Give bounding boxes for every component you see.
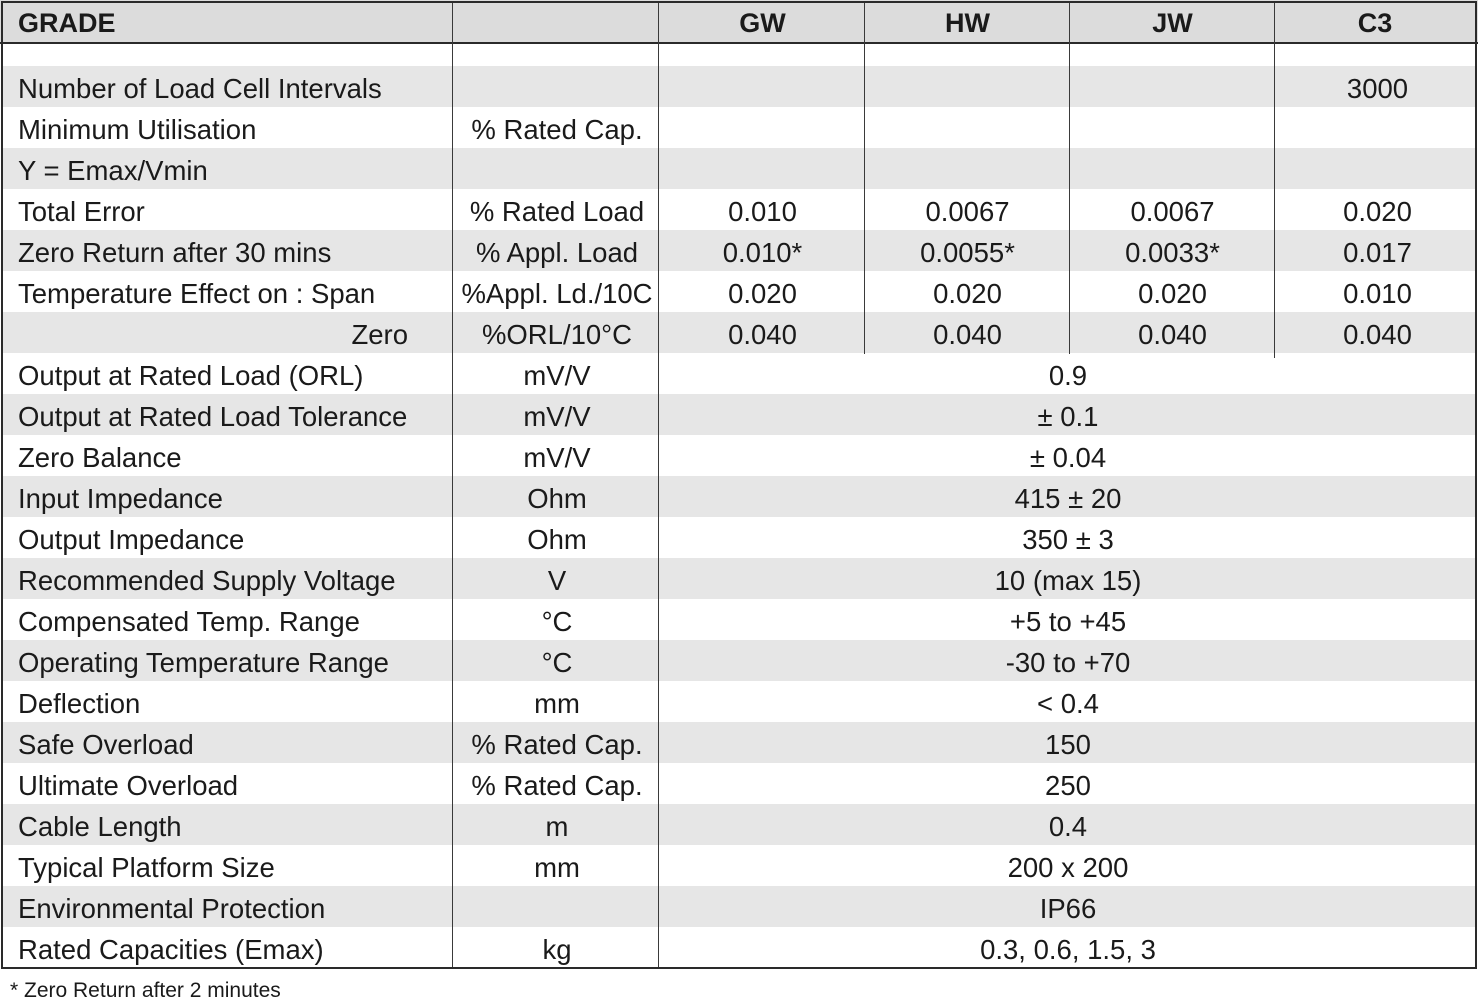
grade-value: 0.010: [728, 196, 797, 227]
row-label: Typical Platform Size: [18, 852, 275, 883]
row-value: 200 x 200: [1007, 852, 1129, 883]
row-value: 415 ± 20: [1014, 483, 1122, 514]
grade-value: [1070, 66, 1275, 107]
table-row: [2, 558, 1476, 599]
grade-value: 0.040: [933, 319, 1002, 350]
column-rule: [452, 2, 453, 969]
row-label: Zero Balance: [18, 442, 182, 473]
row-label: Operating Temperature Range: [18, 647, 389, 678]
row-label: Y = Emax/Vmin: [18, 155, 208, 186]
row-unit: V: [547, 565, 567, 596]
table-row: [2, 394, 1476, 435]
row-label: Output at Rated Load Tolerance: [18, 401, 408, 432]
row-unit: Ohm: [527, 483, 587, 514]
row-unit: °C: [541, 606, 573, 637]
table-row: [2, 312, 1476, 353]
grade-value: 0.0033*: [1125, 237, 1220, 268]
table-row: [2, 886, 1476, 927]
table-row: [2, 44, 1476, 66]
row-label: Compensated Temp. Range: [18, 606, 360, 637]
header-grade: GRADE: [18, 8, 116, 38]
table-row: [2, 804, 1476, 845]
grade-value: [660, 107, 865, 148]
row-label: Number of Load Cell Intervals: [18, 73, 382, 104]
header-col-jw: JW: [1152, 8, 1193, 38]
row-value: < 0.4: [1037, 688, 1099, 719]
grade-value: 3000: [1346, 73, 1409, 104]
table-row: [2, 763, 1476, 804]
grade-value: 0.0055*: [920, 237, 1015, 268]
grade-value: 0.010*: [722, 237, 803, 268]
row-value: 250: [1045, 770, 1091, 801]
table-row: [2, 681, 1476, 722]
header-unit: [452, 0, 658, 44]
table-row: [2, 271, 1476, 312]
row-unit: mV/V: [523, 401, 591, 432]
table-row: [2, 189, 1476, 230]
row-unit: %Appl. Ld./10C: [461, 278, 653, 309]
row-unit: % Rated Cap.: [471, 114, 643, 145]
row-label: Output Impedance: [18, 524, 245, 555]
row-label: Deflection: [18, 688, 141, 719]
row-value: 0.9: [1048, 360, 1088, 391]
row-unit: m: [545, 811, 569, 842]
row-unit: [454, 886, 660, 927]
row-value: +5 to +45: [1009, 606, 1127, 637]
table-row: [2, 230, 1476, 271]
grade-value: 0.0067: [925, 196, 1010, 227]
row-unit: % Rated Cap.: [471, 729, 643, 760]
row-label: Zero: [351, 319, 408, 350]
grade-value: [865, 66, 1070, 107]
table-row: [2, 599, 1476, 640]
row-label: Output at Rated Load (ORL): [18, 360, 364, 391]
row-value: 10 (max 15): [994, 565, 1142, 596]
table-row: [2, 927, 1476, 968]
row-value: ± 0.1: [1037, 401, 1099, 432]
row-unit: % Rated Cap.: [471, 770, 643, 801]
table-row: [2, 476, 1476, 517]
row-unit: % Appl. Load: [475, 237, 639, 268]
row-unit: mV/V: [523, 442, 591, 473]
row-unit: % Rated Load: [469, 196, 645, 227]
row-unit: [454, 66, 660, 107]
table-row: [2, 353, 1476, 394]
footnote: * Zero Return after 2 minutes: [10, 979, 281, 1002]
row-label: Temperature Effect on : Span: [18, 278, 376, 309]
grade-value: 0.040: [728, 319, 797, 350]
grade-value: [1070, 148, 1275, 189]
table-header: [0, 0, 1478, 44]
row-unit: [454, 148, 660, 189]
grade-value: [660, 66, 865, 107]
grade-value: 0.010: [1343, 278, 1412, 309]
grade-value: 0.020: [728, 278, 797, 309]
row-value: 0.3, 0.6, 1.5, 3: [980, 934, 1156, 965]
column-rule: [1274, 2, 1275, 358]
grade-value: 0.017: [1343, 237, 1412, 268]
row-value: 350 ± 3: [1022, 524, 1114, 555]
grade-value: [865, 107, 1070, 148]
grade-value: 0.040: [1138, 319, 1207, 350]
row-label: Ultimate Overload: [18, 770, 239, 801]
row-label: Zero Return after 30 mins: [18, 237, 332, 268]
header-col-c3: C3: [1357, 8, 1393, 38]
column-rule: [864, 2, 865, 354]
row-unit: mV/V: [523, 360, 591, 391]
column-rule: [1069, 2, 1070, 354]
row-label: Total Error: [18, 196, 145, 227]
grade-value: [1070, 107, 1275, 148]
row-value: IP66: [1039, 893, 1097, 924]
row-label: Minimum Utilisation: [18, 114, 257, 145]
table-row: [2, 640, 1476, 681]
row-unit: kg: [542, 934, 572, 965]
table-row: [2, 66, 1476, 107]
row-value: ± 0.04: [1029, 442, 1107, 473]
row-label: Safe Overload: [18, 729, 194, 760]
grade-value: 0.0067: [1130, 196, 1215, 227]
table-row: [2, 517, 1476, 558]
grade-value: 0.040: [1343, 319, 1412, 350]
table-row: [2, 845, 1476, 886]
grade-value: [865, 148, 1070, 189]
grade-value: 0.020: [933, 278, 1002, 309]
table-row: [2, 435, 1476, 476]
row-unit: mm: [534, 688, 580, 719]
row-label: Cable Length: [18, 811, 182, 842]
table-row: [2, 148, 1476, 189]
row-value: -30 to +70: [1005, 647, 1131, 678]
header-col-gw: GW: [739, 8, 786, 38]
column-rule: [658, 2, 659, 969]
row-unit: mm: [534, 852, 580, 883]
row-value: 150: [1045, 729, 1091, 760]
grade-value: 0.020: [1343, 196, 1412, 227]
row-unit: °C: [541, 647, 573, 678]
grade-value: [1275, 107, 1480, 148]
grade-value: [1275, 148, 1480, 189]
header-col-hw: HW: [945, 8, 990, 38]
table-row: [2, 107, 1476, 148]
row-label: Rated Capacities (Emax): [18, 934, 324, 965]
row-value: 0.4: [1048, 811, 1088, 842]
grade-value: [660, 148, 865, 189]
row-unit: %ORL/10°C: [481, 319, 633, 350]
row-label: Recommended Supply Voltage: [18, 565, 396, 596]
table-row: [2, 722, 1476, 763]
grade-value: 0.020: [1138, 278, 1207, 309]
row-label: Environmental Protection: [18, 893, 326, 924]
row-label: Input Impedance: [18, 483, 223, 514]
row-unit: Ohm: [527, 524, 587, 555]
